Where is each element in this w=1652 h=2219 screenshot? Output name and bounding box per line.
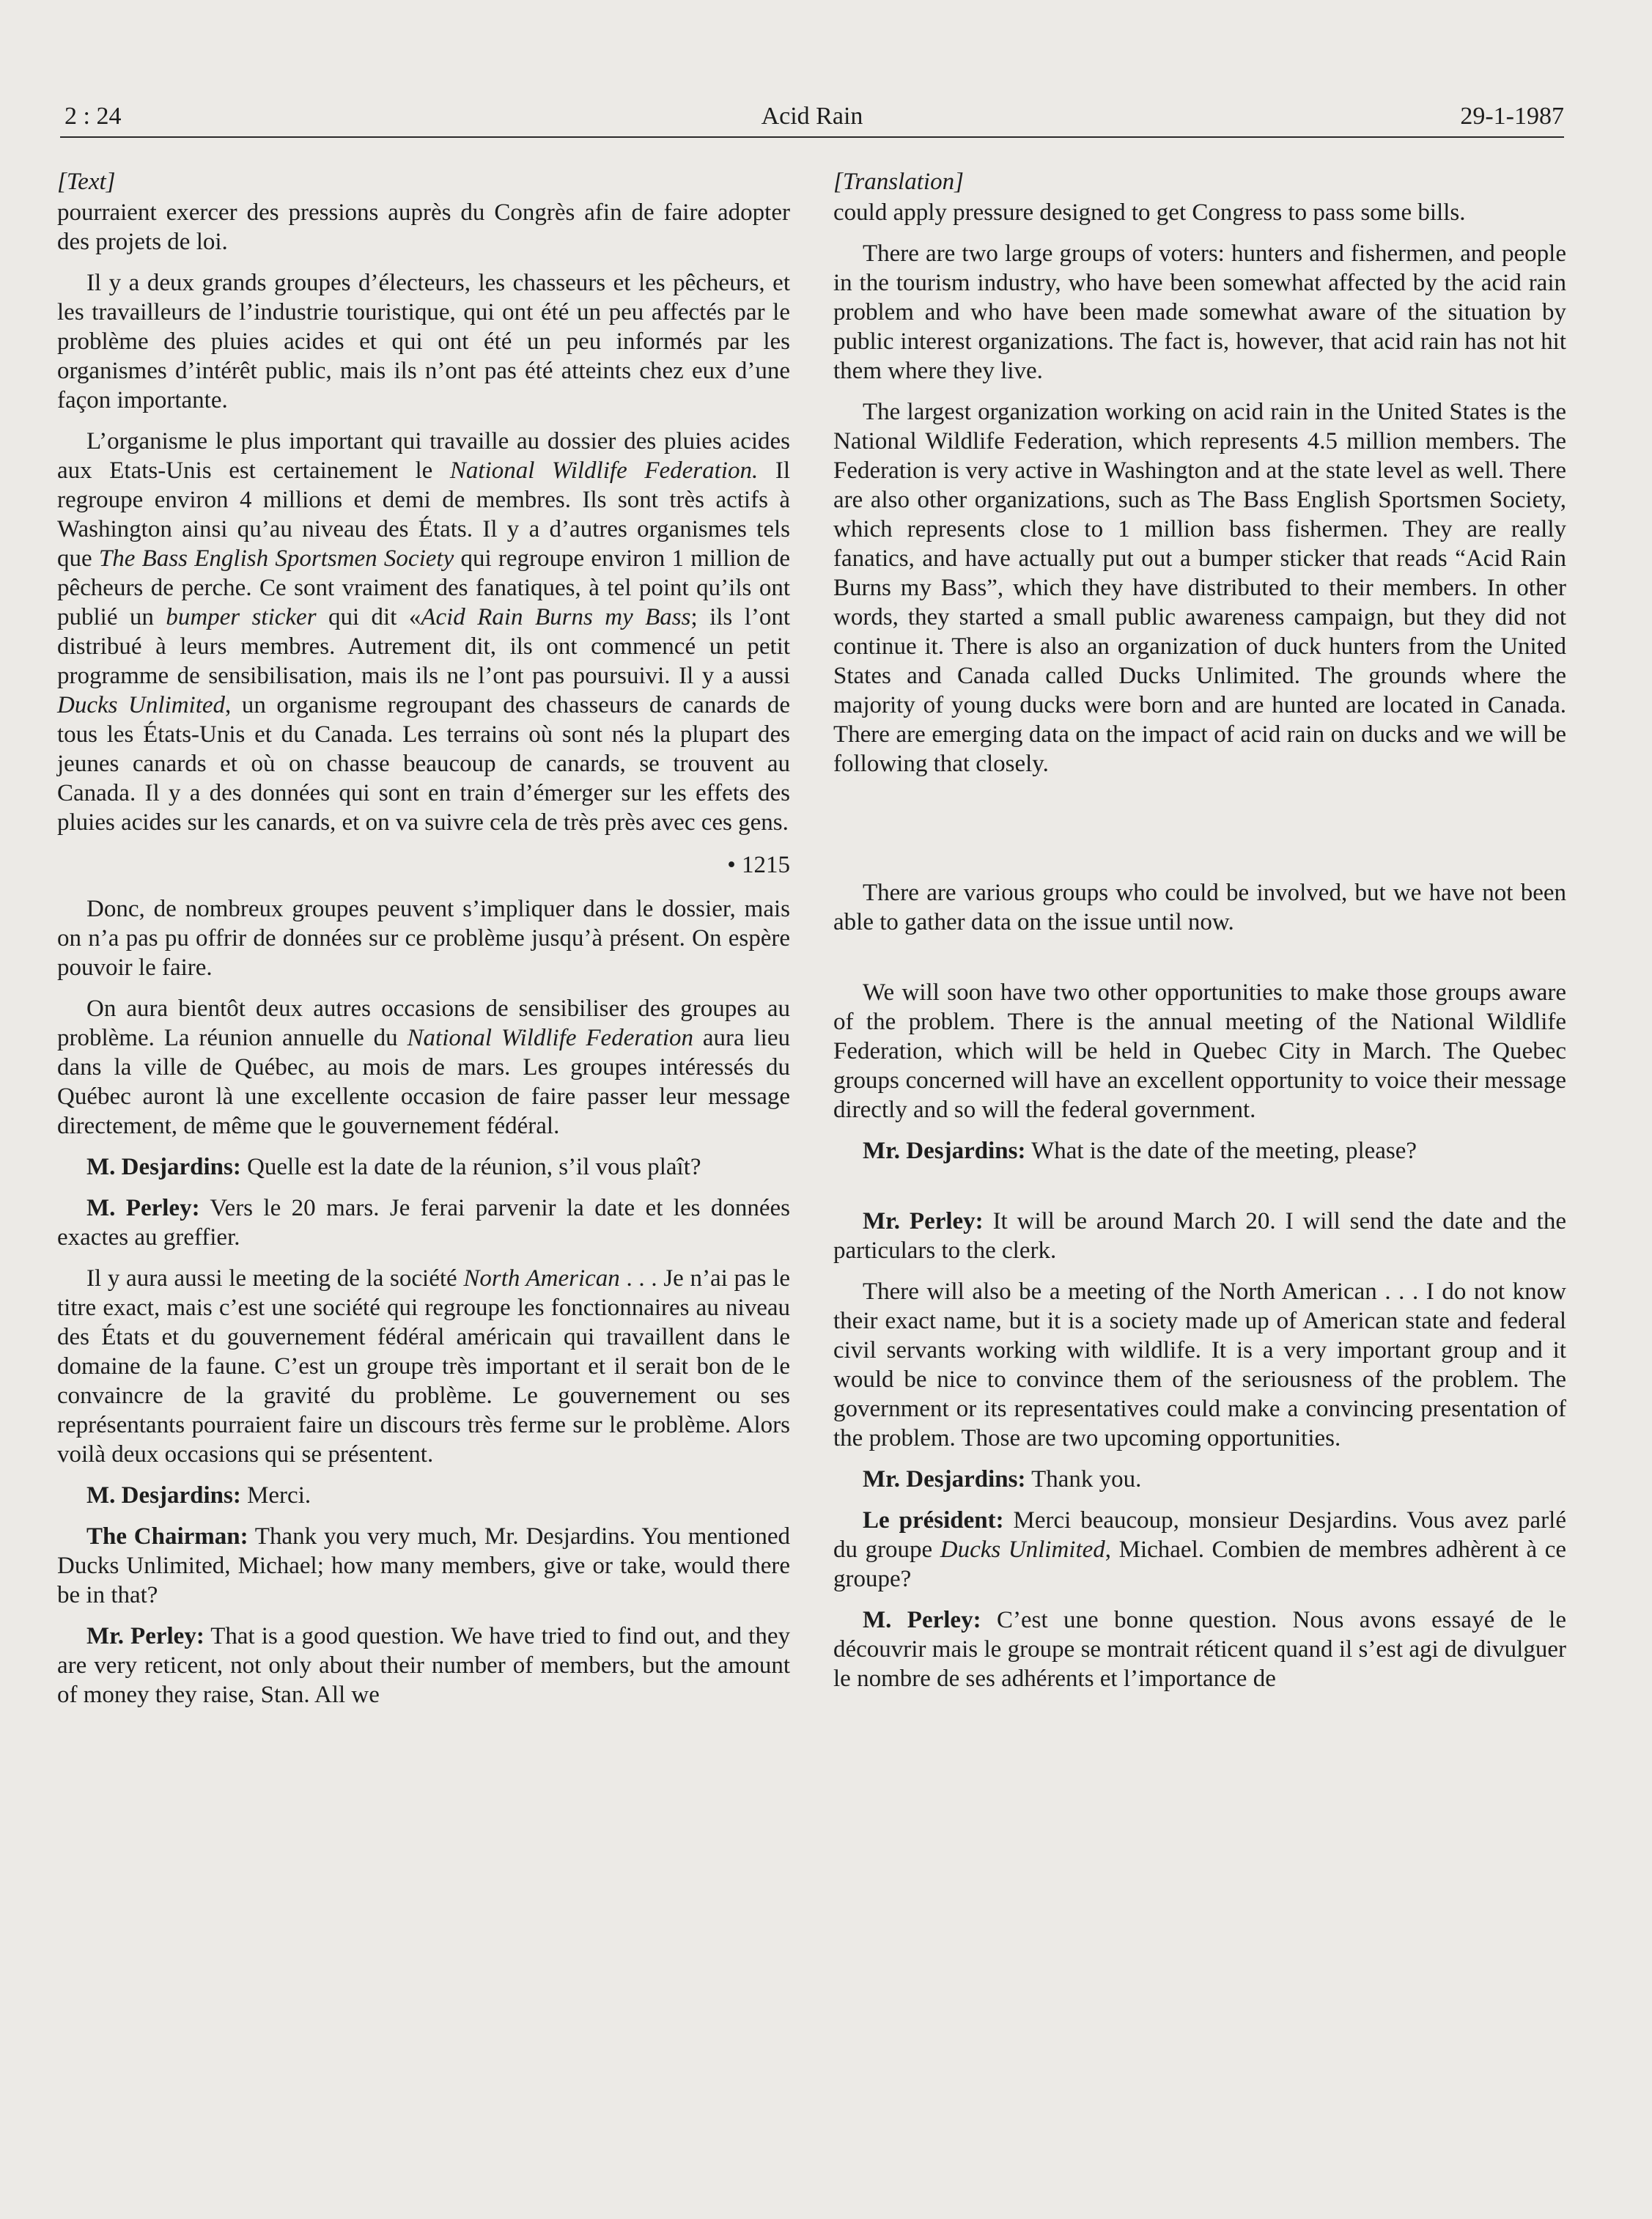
speaker-paragraph: M. Desjardins: Quelle est la date de la réunion, s’il vous plaît? bbox=[86, 1154, 701, 1180]
speaker-paragraph: The Chairman: Thank you very much, Mr. Desjardins. You mentioned Ducks Unlimited, Michael; how many members, give or take, would there be in that? bbox=[57, 1523, 790, 1608]
spacer bbox=[833, 1177, 1566, 1207]
paragraph: There will also be a meeting of the North American . . . I do not know their exact name, but it is a society made up of American state and federal civil servants working with wildlife. It is a very important group and it would be nice to convince them of the seriousness of the problem. The government or its representatives could make a convincing presentation of the problem. Those are two upcoming opportunities. bbox=[833, 1278, 1566, 1451]
paragraph: Donc, de nombreux groupes peuvent s’impliquer dans le dossier, mais on n’a pas pu offrir de données sur ce problème jusqu’à présent. On espère pouvoir le faire. bbox=[57, 896, 790, 981]
time-marker: • 1215 bbox=[727, 852, 790, 878]
column-tag: [Translation] bbox=[833, 169, 964, 195]
speaker-paragraph: Mr. Desjardins: Thank you. bbox=[863, 1466, 1142, 1493]
page-date: 29-1-1987 bbox=[1460, 103, 1564, 130]
paragraph: We will soon have two other opportunities to make those groups aware of the problem. There is the annual meeting of the National Wildlife Federation, which will be held in Quebec City in March. The Quebec groups concerned will have an excellent opportunity to voice their message directly and so will the federal government. bbox=[833, 979, 1566, 1123]
paragraph: The largest organization working on acid rain in the United States is the National Wildlife Federation, which represents 4.5 million members. The Federation is very active in Washington and at the state level as well. There are also other organizations, such as The Bass English Sportsmen Society, which represents close to 1 million bass fishermen. They are really fanatics, and have actually put out a bumper sticker that reads “Acid Rain Burns my Bass”, which they have distributed to their members. In other words, they started a small public awareness campaign, but they did not continue it. There is also an organization of duck hunters from the United States and Canada called Ducks Unlimited. The grounds where the majority of young ducks were born and are hunted are located in Canada. There are emerging data on the impact of acid rain on ducks and we will be following that closely. bbox=[833, 399, 1566, 777]
left-column bbox=[57, 167, 790, 1721]
running-title: Acid Rain bbox=[761, 103, 863, 130]
speaker-paragraph: M. Desjardins: Merci. bbox=[86, 1482, 311, 1509]
right-column bbox=[833, 167, 1566, 1705]
speaker-paragraph: Le président: Merci beaucoup, monsieur Desjardins. Vous avez parlé du groupe Ducks Unlimited, Michael. Combien de membres adhèrent à ce groupe? bbox=[833, 1507, 1567, 1592]
paragraph: could apply pressure designed to get Congress to pass some bills. bbox=[833, 199, 1466, 226]
spacer bbox=[833, 820, 1566, 849]
paragraph: L’organisme le plus important qui travaille au dossier des pluies acides aux Etats-Unis est certainement le National Wildlife Federation. Il regroupe environ 4 millions et demi de membres. Ils sont très actifs à Washington ainsi qu’au niveau des États. Il y a d’autres organismes tels que The Bass English Sportsmen Society qui regroupe environ 1 million de pêcheurs de perche. Ce sont vraiment des fanatiques, à tel point qu’ils ont publié un bumper sticker qui dit «Acid Rain Burns my Bass; ils l’ont distribué à leurs membres. Autrement dit, ils ont commencé un petit programme de sensibilisation, mais ils ne l’ont pas poursuivi. Il y a aussi Ducks Unlimited, un organisme regroupant des chasseurs de canards de tous les États-Unis et du Canada. Les terrains où sont nés la plupart des jeunes canards et où on chasse beaucoup de canards, se trouvent au Canada. Il y a des données qui sont en train d’émerger sur les effets des pluies acides sur les canards, et on va suivre cela de très près avec ces gens. bbox=[57, 428, 791, 836]
paragraph: Il y aura aussi le meeting de la société North American . . . Je n’ai pas le titre exact, mais c’est une société qui regroupe les fonctionnaires au niveau des États et du gouvernement fédéral américain qui travaillent dans le domaine de la faune. C’est un groupe très important et il serait bon de le convaincre de la gravité du problème. Le gouvernement ou ses représentants pourraient faire un discours très ferme sur le problème. Alors voilà deux occasions qui se présentent. bbox=[57, 1265, 790, 1468]
paragraph: pourraient exercer des pressions auprès du Congrès afin de faire adopter des projets de loi. bbox=[57, 199, 790, 255]
paragraph: There are various groups who could be involved, but we have not been able to gather data on the issue until now. bbox=[833, 880, 1566, 935]
paragraph: Il y a deux grands groupes d’électeurs, les chasseurs et les pêcheurs, et les travailleurs de l’industrie touristique, qui ont été un peu affectés par le problème des pluies acides et qui ont été un peu informés par les organismes d’intérêt public, mais ils n’ont pas été atteints chez eux d’une façon importante. bbox=[57, 270, 790, 413]
paragraph: On aura bientôt deux autres occasions de sensibiliser des groupes au problème. La réunion annuelle du National Wildlife Federation aura lieu dans la ville de Québec, au mois de mars. Les groupes intéressés du Québec auront là une excellente occasion de faire passer leur message directement, de même que le gouvernement fédéral. bbox=[57, 996, 790, 1139]
column-tag: [Text] bbox=[57, 169, 116, 195]
page-header bbox=[60, 103, 1564, 138]
spacer bbox=[833, 949, 1566, 978]
speaker-paragraph: Mr. Perley: It will be around March 20. I will send the date and the particulars to the clerk. bbox=[833, 1208, 1566, 1264]
spacer bbox=[833, 790, 1566, 820]
speaker-paragraph: M. Perley: Vers le 20 mars. Je ferai parvenir la date et les données exactes au greffier. bbox=[57, 1195, 790, 1251]
speaker-paragraph: M. Perley: C’est une bonne question. Nous avons essayé de le découvrir mais le groupe se montrait réticent quand il s’est agi de divulguer le nombre de ses adhérents et l’importance de bbox=[833, 1607, 1566, 1692]
spacer bbox=[833, 849, 1566, 878]
page-number: 2 : 24 bbox=[64, 103, 122, 130]
paragraph: There are two large groups of voters: hunters and fishermen, and people in the tourism industry, who have been somewhat affected by the acid rain problem and who have been made somewhat aware of the situation by public interest organizations. The fact is, however, that acid rain has not hit them where they live. bbox=[833, 240, 1566, 384]
speaker-paragraph: Mr. Perley: That is a good question. We have tried to find out, and they are very reticent, not only about their number of members, but the amount of money they raise, Stan. All we bbox=[57, 1623, 790, 1708]
speaker-paragraph: Mr. Desjardins: What is the date of the meeting, please? bbox=[863, 1138, 1417, 1164]
